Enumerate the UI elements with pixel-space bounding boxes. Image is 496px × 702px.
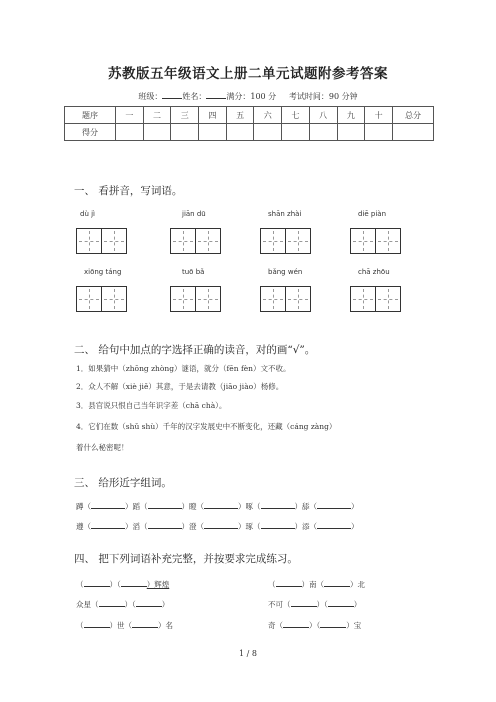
score-cell[interactable] bbox=[282, 124, 310, 141]
score-col-1: 一 bbox=[116, 107, 144, 124]
score-cell[interactable] bbox=[337, 124, 365, 141]
idiom-text: 不可（ bbox=[268, 600, 291, 609]
score-col-9: 九 bbox=[337, 107, 365, 124]
word-text: ）啄（ bbox=[238, 502, 261, 511]
section3-heading: 三、 给形近字组词。 bbox=[74, 477, 172, 489]
idiom-text: ）世（ bbox=[109, 621, 132, 630]
char-box[interactable] bbox=[260, 286, 286, 312]
answer-blank[interactable] bbox=[276, 578, 302, 587]
writing-grid-1[interactable] bbox=[76, 228, 126, 254]
word-text: ）舔（ bbox=[294, 502, 317, 511]
writing-grid-2[interactable] bbox=[170, 228, 220, 254]
answer-blank[interactable] bbox=[204, 520, 238, 529]
writing-grid-7[interactable] bbox=[260, 286, 310, 312]
word-text: 遵（ bbox=[76, 522, 91, 531]
answer-blank[interactable] bbox=[84, 578, 110, 587]
word-text: ）澄（ bbox=[181, 522, 204, 531]
answer-blank[interactable] bbox=[261, 500, 295, 509]
class-label: 班级： bbox=[138, 92, 163, 101]
question-line: 3．县官说只恨自己当年识字差（chā chà）。 bbox=[76, 401, 227, 410]
idiom-text: ）辉煌 bbox=[146, 580, 170, 589]
score-cell[interactable] bbox=[226, 124, 254, 141]
idiom-text: ）南（ bbox=[301, 580, 324, 589]
document-title: 苏教版五年级语文上册二单元试题附参考答案 bbox=[108, 66, 388, 82]
word-text: 蹲（ bbox=[76, 502, 91, 511]
idiom-text: ）北 bbox=[350, 580, 365, 589]
answer-blank[interactable] bbox=[317, 520, 351, 529]
char-box[interactable] bbox=[76, 286, 102, 312]
answer-blank[interactable] bbox=[324, 578, 350, 587]
idiom-text: （ bbox=[268, 580, 276, 589]
answer-blank[interactable] bbox=[91, 520, 125, 529]
pinyin-2: jiān dū bbox=[182, 210, 206, 218]
score-cell[interactable] bbox=[116, 124, 144, 141]
word-text: ）蹈（ bbox=[125, 502, 148, 511]
score-col-2: 二 bbox=[143, 107, 171, 124]
pinyin-5: xiōng táng bbox=[84, 268, 122, 276]
char-box[interactable] bbox=[170, 286, 196, 312]
answer-blank[interactable] bbox=[136, 598, 162, 607]
score-cell[interactable] bbox=[365, 124, 393, 141]
answer-blank[interactable] bbox=[132, 619, 158, 628]
score-table-header-row bbox=[65, 107, 434, 124]
score-cell[interactable] bbox=[199, 124, 227, 141]
score-cell[interactable] bbox=[143, 124, 171, 141]
idiom-text: ）（ bbox=[124, 600, 136, 609]
idiom-left-2 bbox=[76, 598, 169, 610]
pinyin-8: chā zhōu bbox=[358, 268, 390, 276]
full-score: 满分：100 分 bbox=[226, 92, 277, 101]
word-text: ）琢（ bbox=[238, 522, 261, 531]
answer-blank[interactable] bbox=[261, 520, 295, 529]
char-box[interactable] bbox=[350, 286, 376, 312]
idiom-text: 奇（ bbox=[268, 621, 283, 630]
section4-heading: 四、 把下列词语补充完整，并按要求完成练习。 bbox=[74, 553, 298, 565]
answer-blank[interactable] bbox=[283, 619, 309, 628]
idiom-text: ）（ bbox=[109, 580, 121, 589]
idiom-left-1 bbox=[76, 578, 169, 590]
char-box[interactable] bbox=[260, 228, 286, 254]
char-box[interactable] bbox=[195, 286, 221, 312]
name-label: 姓名： bbox=[182, 92, 207, 101]
answer-blank[interactable] bbox=[148, 520, 182, 529]
writing-grid-4[interactable] bbox=[350, 228, 400, 254]
char-box[interactable] bbox=[375, 228, 401, 254]
idiom-text: ）宝 bbox=[346, 621, 362, 630]
idiom-text: ） bbox=[161, 600, 170, 609]
char-box[interactable] bbox=[101, 286, 127, 312]
score-cell-total[interactable] bbox=[393, 124, 434, 141]
score-col-3: 三 bbox=[171, 107, 199, 124]
char-box[interactable] bbox=[76, 228, 102, 254]
idiom-text: （ bbox=[76, 580, 84, 589]
writing-grid-5[interactable] bbox=[76, 286, 126, 312]
word-text: ）滔（ bbox=[125, 522, 148, 531]
idiom-left-3 bbox=[76, 619, 173, 631]
answer-blank[interactable] bbox=[121, 578, 147, 587]
score-col-total: 总分 bbox=[393, 107, 434, 124]
idiom-right-1 bbox=[268, 578, 365, 590]
writing-grid-6[interactable] bbox=[170, 286, 220, 312]
score-table bbox=[64, 106, 434, 141]
idiom-text: ）（ bbox=[316, 600, 328, 609]
page-number: 1 / 8 bbox=[239, 649, 257, 658]
writing-grid-8[interactable] bbox=[350, 286, 400, 312]
char-box[interactable] bbox=[350, 228, 376, 254]
answer-blank[interactable] bbox=[148, 500, 182, 509]
pinyin-6: tuō bǎ bbox=[182, 268, 205, 276]
word-text: ） bbox=[351, 502, 359, 511]
idiom-text: ） bbox=[353, 600, 362, 609]
section1-heading: 一、 看拼音，写词语。 bbox=[74, 185, 183, 197]
answer-blank[interactable] bbox=[291, 598, 317, 607]
exam-time: 考试时间：90 分钟 bbox=[288, 92, 358, 101]
class-blank bbox=[162, 90, 182, 99]
score-cell[interactable] bbox=[254, 124, 282, 141]
char-box[interactable] bbox=[101, 228, 127, 254]
char-box[interactable] bbox=[170, 228, 196, 254]
score-row-label: 得分 bbox=[65, 124, 116, 141]
char-box[interactable] bbox=[375, 286, 401, 312]
word-group-row-2 bbox=[76, 520, 359, 532]
question-line: 2．众人不解（xiè jiě）其意，于是去请教（jiāo jiào）杨修。 bbox=[76, 382, 284, 391]
exam-info-line bbox=[0, 90, 496, 102]
answer-blank[interactable] bbox=[320, 619, 346, 628]
writing-grid-3[interactable] bbox=[260, 228, 310, 254]
pinyin-3: shān zhài bbox=[268, 210, 302, 218]
score-cell[interactable] bbox=[171, 124, 199, 141]
idiom-right-2 bbox=[268, 598, 361, 610]
idiom-text: 众星（ bbox=[76, 600, 99, 609]
score-cell[interactable] bbox=[309, 124, 337, 141]
idiom-text: ）（ bbox=[309, 621, 321, 630]
score-col-8: 八 bbox=[309, 107, 337, 124]
word-group-row-1 bbox=[76, 500, 359, 512]
pinyin-1: dù jì bbox=[80, 210, 95, 218]
idiom-right-3 bbox=[268, 619, 361, 631]
score-col-6: 六 bbox=[254, 107, 282, 124]
char-box[interactable] bbox=[285, 286, 311, 312]
score-col-7: 七 bbox=[282, 107, 310, 124]
char-box[interactable] bbox=[285, 228, 311, 254]
word-text: ）添（ bbox=[294, 522, 317, 531]
section2-heading: 二、 给句中加点的字选择正确的读音，对的画“√”。 bbox=[74, 344, 316, 356]
answer-blank[interactable] bbox=[99, 598, 125, 607]
answer-blank[interactable] bbox=[204, 500, 238, 509]
question-line: 1．如果猜中（zhōng zhòng）谜语，就分（fēn fèn）文不收。 bbox=[76, 364, 291, 373]
score-col-label: 题序 bbox=[65, 107, 116, 124]
word-text: ）瞪（ bbox=[181, 502, 204, 511]
idiom-text: ）名 bbox=[158, 621, 173, 630]
question-line: 4．它们在数（shǔ shù）千年的汉字发展史中不断变化，还藏（cáng zàng） bbox=[76, 422, 337, 431]
answer-blank[interactable] bbox=[317, 500, 351, 509]
pinyin-4: diē piàn bbox=[358, 210, 387, 218]
score-col-4: 四 bbox=[199, 107, 227, 124]
word-text: ） bbox=[351, 522, 359, 531]
score-col-10: 十 bbox=[365, 107, 393, 124]
score-table-score-row bbox=[65, 124, 434, 141]
score-col-5: 五 bbox=[226, 107, 254, 124]
question-line: 着什么秘密呢！ bbox=[76, 443, 129, 452]
answer-blank[interactable] bbox=[91, 500, 125, 509]
name-blank bbox=[206, 90, 226, 99]
char-box[interactable] bbox=[195, 228, 221, 254]
answer-blank[interactable] bbox=[328, 598, 354, 607]
idiom-text: （ bbox=[76, 621, 84, 630]
answer-blank[interactable] bbox=[84, 619, 110, 628]
pinyin-7: bǎng wén bbox=[268, 268, 303, 276]
